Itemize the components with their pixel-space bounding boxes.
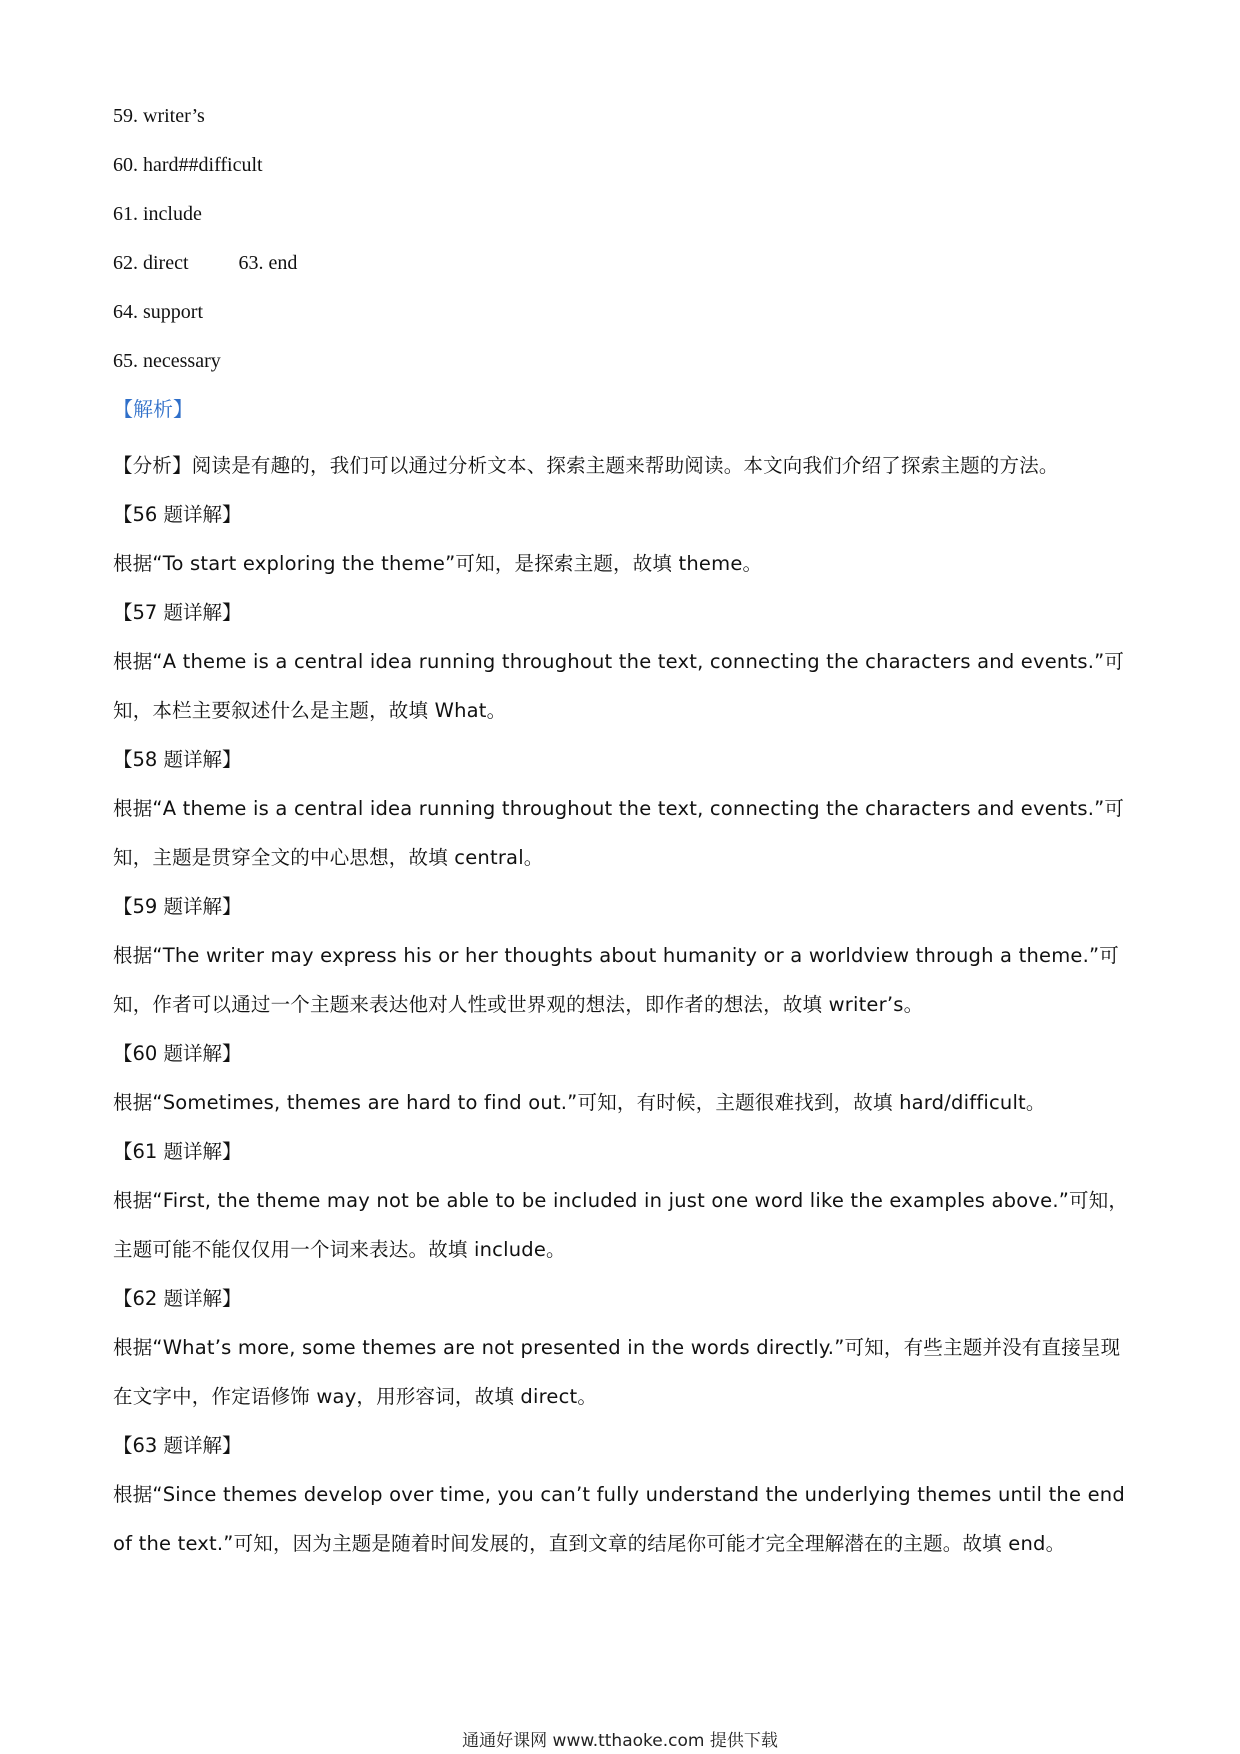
detail-62 [113, 1274, 1135, 1421]
answer-number: 61. [113, 203, 138, 225]
answer-60 [113, 152, 297, 201]
detail-heading: 【60 题详解】 [113, 1042, 242, 1065]
detail-text: 根据“Sometimes, themes are hard to find out.”可知，有时候，主题很难找到，故填 hard/difficult。 [113, 1091, 1046, 1114]
answer-61 [113, 201, 297, 250]
detail-text: 根据“The writer may express his or her thoughts about humanity or a worldview through a theme.”可知，作者可以通过一个主题来表达他对人性或世界观的想法，即作者的想法，故填 writer’s。 [113, 944, 1119, 1016]
detail-text: 根据“First, the theme may not be able to be included in just one word like the examples above.”可知，主题可能不能仅仅用一个词来表达。故填 include。 [113, 1189, 1129, 1261]
detail-57 [113, 588, 1135, 735]
detail-text: 根据“To start exploring the theme”可知，是探索主题，故填 theme。 [113, 552, 763, 575]
detail-56 [113, 490, 1135, 588]
detail-heading: 【63 题详解】 [113, 1434, 242, 1457]
detail-59 [113, 882, 1135, 1029]
answer-number: 63. [238, 252, 264, 274]
answer-text: writer’s [143, 105, 205, 127]
page-footer: 通通好课网 www.tthaoke.com 提供下载 [462, 1731, 778, 1751]
summary-paragraph: 【分析】阅读是有趣的，我们可以通过分析文本、探索主题来帮助阅读。本文向我们介绍了探索主题的方法。 [113, 454, 1059, 477]
answer-number: 60. [113, 154, 138, 176]
detail-heading: 【61 题详解】 [113, 1140, 242, 1163]
answer-number: 64. [113, 301, 138, 323]
answer-text: support [143, 301, 203, 323]
detail-heading: 【62 题详解】 [113, 1287, 242, 1310]
answer-59 [113, 103, 297, 152]
detail-text: 根据“Since themes develop over time, you can’t fully understand the underlying themes until the end of the text.”可知，因为主题是随着时间发展的，直到文章的结尾你可能才完全理解潜在的主题。故填 end。 [113, 1483, 1125, 1555]
detail-60 [113, 1029, 1135, 1127]
answer-text: include [143, 203, 202, 225]
answer-text: hard##difficult [143, 154, 263, 176]
answer-64 [113, 299, 297, 348]
answer-62-63 [113, 250, 297, 299]
analysis-content [113, 441, 1135, 1568]
answer-65 [113, 348, 297, 397]
detail-text: 根据“A theme is a central idea running throughout the text, connecting the characters and events.”可知，主题是贯穿全文的中心思想，故填 central。 [113, 797, 1125, 869]
answer-number: 65. [113, 350, 138, 372]
detail-heading: 【58 题详解】 [113, 748, 242, 771]
detail-58 [113, 735, 1135, 882]
answer-text: end [268, 252, 298, 274]
detail-heading: 【56 题详解】 [113, 503, 242, 526]
detail-63 [113, 1421, 1135, 1568]
analysis-label: 【解析】 [113, 397, 193, 421]
answer-number: 59. [113, 105, 138, 127]
answer-list [113, 103, 297, 397]
detail-text: 根据“A theme is a central idea running throughout the text, connecting the characters and events.”可知，本栏主要叙述什么是主题，故填 What。 [113, 650, 1125, 722]
detail-text: 根据“What’s more, some themes are not presented in the words directly.”可知，有些主题并没有直接呈现在文字中，作定语修饰 way，用形容词，故填 direct。 [113, 1336, 1121, 1408]
answer-text: direct [143, 252, 189, 274]
detail-61 [113, 1127, 1135, 1274]
detail-heading: 【57 题详解】 [113, 601, 242, 624]
answer-number: 62. [113, 252, 138, 274]
detail-heading: 【59 题详解】 [113, 895, 242, 918]
answer-text: necessary [143, 350, 221, 372]
